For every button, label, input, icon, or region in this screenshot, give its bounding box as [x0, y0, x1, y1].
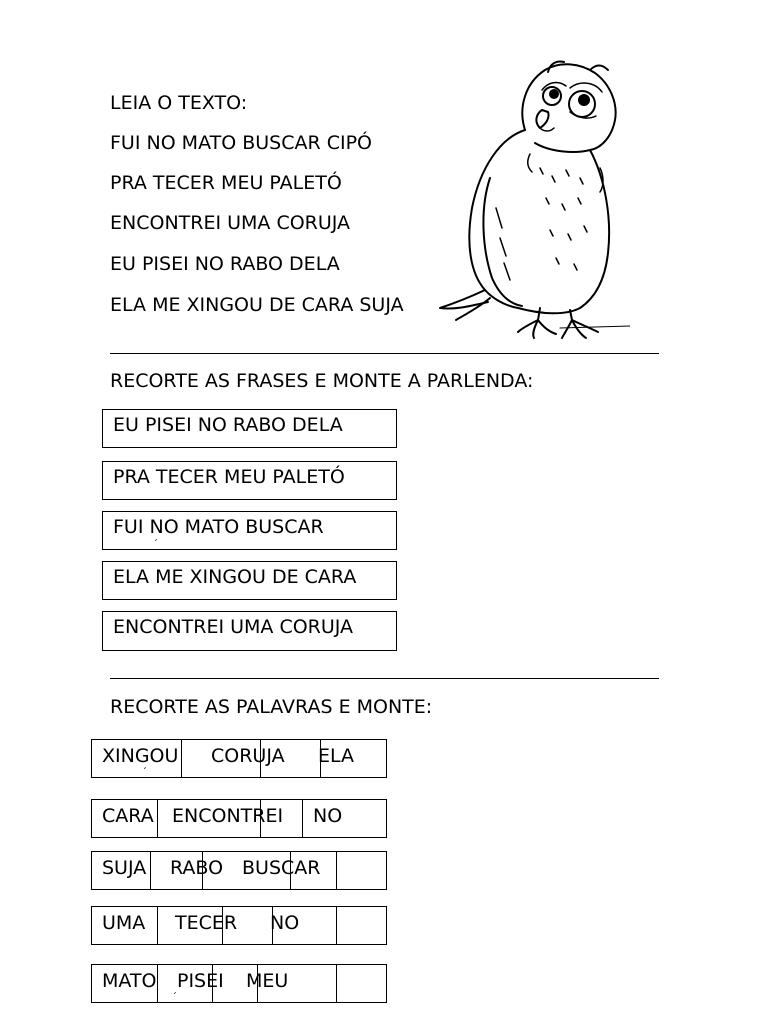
word-row-2[interactable]: [91, 799, 387, 838]
poem-line-2: PRA TECER MEU PALETÓ: [110, 172, 342, 194]
cut-line: [202, 852, 203, 889]
phrase-text-1: EU PISEI NO RABO DELA: [113, 414, 343, 436]
phrase-card-2[interactable]: [102, 461, 397, 500]
poem-line-5: ELA ME XINGOU DE CARA SUJA: [110, 294, 404, 316]
word-cell: XINGOU: [102, 745, 179, 767]
phrase-card-4[interactable]: [102, 561, 397, 600]
phrase-card-5[interactable]: [102, 611, 397, 651]
divider-2: [110, 678, 659, 679]
word-cell: NO: [313, 805, 343, 827]
stray-mark: ´: [172, 992, 177, 1003]
phrase-card-3[interactable]: [102, 511, 397, 550]
word-cell: BUSCAR: [242, 857, 321, 879]
cut-line: [260, 740, 261, 777]
word-cell: ENCONTREI: [172, 805, 284, 827]
phrase-text-2: PRA TECER MEU PALETÓ: [113, 466, 345, 488]
word-row-5[interactable]: [91, 964, 387, 1003]
phrase-card-1[interactable]: [102, 409, 397, 448]
poem-line-4: EU PISEI NO RABO DELA: [110, 253, 340, 275]
word-cell: RABO: [170, 857, 224, 879]
phrase-text-4: ELA ME XINGOU DE CARA: [113, 566, 357, 588]
reading-heading: LEIA O TEXTO:: [110, 92, 248, 114]
phrase-text-5: ENCONTREI UMA CORUJA: [113, 616, 354, 638]
cut-line: [336, 965, 337, 1002]
poem-line-1: FUI NO MATO BUSCAR CIPÓ: [110, 132, 372, 154]
cut-line: [290, 852, 291, 889]
word-cell: SUJA: [102, 857, 147, 879]
cut-line: [336, 852, 337, 889]
divider-1: [110, 353, 659, 354]
cut-line: [222, 907, 223, 944]
words-heading: RECORTE AS PALAVRAS E MONTE:: [110, 696, 433, 718]
word-cell: PISEI: [177, 970, 224, 992]
word-cell: TECER: [175, 912, 238, 934]
word-row-3[interactable]: [91, 851, 387, 890]
word-row-1[interactable]: [91, 739, 387, 778]
cut-line: [302, 800, 303, 837]
word-cell: ELA: [318, 745, 355, 767]
cut-line: [260, 800, 261, 837]
cut-line: [157, 907, 158, 944]
word-cell: NO: [270, 912, 300, 934]
stray-mark: ´: [142, 767, 147, 778]
word-cell: CARA: [102, 805, 154, 827]
cut-line: [157, 800, 158, 837]
cut-line: [336, 907, 337, 944]
cut-line: [150, 852, 151, 889]
stray-mark: ´: [153, 539, 158, 550]
owl-drawing-icon: [430, 58, 630, 343]
word-cell: MATO: [102, 970, 157, 992]
cut-line: [157, 965, 158, 1002]
word-cell: MEU: [246, 970, 289, 992]
phrases-heading: RECORTE AS FRASES E MONTE A PARLENDA:: [110, 370, 534, 392]
cut-line: [257, 965, 258, 1002]
cut-line: [320, 740, 321, 777]
cut-line: [212, 965, 213, 1002]
cut-line: [181, 740, 182, 777]
word-cell: UMA: [102, 912, 146, 934]
word-cell: CORUJA: [211, 745, 285, 767]
phrase-text-3: FUI NO MATO BUSCAR: [113, 516, 324, 538]
cut-line: [272, 907, 273, 944]
poem-line-3: ENCONTREI UMA CORUJA: [110, 212, 351, 234]
word-row-4[interactable]: [91, 906, 387, 945]
